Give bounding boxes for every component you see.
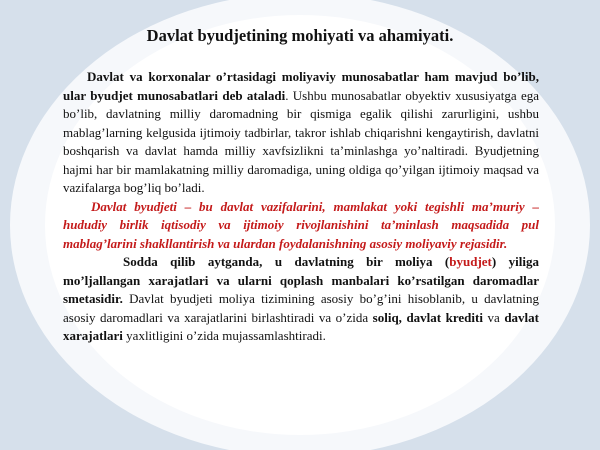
- paragraph-2-definition: [63, 198, 539, 254]
- p2-last-line: asosiy moliyaviy rejasidir.: [369, 235, 508, 251]
- p3-text-c: yaxlitligini o’zida mujassamlashtiradi.: [122, 328, 326, 343]
- p3-bold-a: Sodda qilib aytganda, u davlatning bir moliya (: [123, 254, 450, 269]
- p3-text-b: va: [482, 309, 505, 325]
- p3-bold-c: soliq, davlat krediti: [372, 309, 483, 325]
- p2-text: Davlat byudjeti – bu davlat vazifalarini, mamlakat yoki tegishli ma’muriy – hududiy birlik iqtisodiy va ijtimoiy rivojlanishini ta’minlash maqsadida pul mablag’larini shakllantirish va ulardan foydalanishning: [63, 198, 539, 251]
- p3-red-word: byudjet: [449, 254, 492, 269]
- slide-body: [63, 68, 539, 346]
- p3-bold-b: ) yiligа mo’ljallangan xarajatlari va ularni qoplash manbalari ko’rsatilgan daromadlar smetasidir.: [63, 254, 539, 306]
- slide-title: Davlat byudjetining mohiyati va ahamiyati.: [146, 26, 454, 45]
- paragraph-1: [63, 68, 539, 198]
- p1-lead-end: .: [285, 87, 289, 103]
- p1-lead-bold-2: bo’lib, ular byudjet munosabatlari deb ataladi: [63, 69, 540, 103]
- p1-text: Ushbu munosabatlar obyektiv xususiyatga ega bo’lib, davlatning milliy daromadning bir qismiga egalik qilishi zarurligini, ushbu mablag’larning kelgusida ijtimoiy tadbirlar, takror ishlab chiqarishni kengaytirish, davlatni boshqarish va davlat hamda milliy xavfsizlikni ta’minlashga yo’naltiradi. Byudjetning hajmi har bir mamlakatning milliy daromadiga, uning oldiga qo’yilgan ijtimoiy maqsad va vazifalarga bog’liq bo’ladi.: [63, 87, 539, 195]
- p1-lead-bold-1: Davlat va korxonalar o’rtasidagi moliyaviy munosabatlar ham mavjud: [87, 69, 498, 84]
- paragraph-3: [63, 253, 539, 346]
- p3-text-a: Davlat byudjeti moliya tizimining asosiy bo’g’ini hisoblanib, u davlatning asosiy daromadlari va xarajatlarini birlashtiradi va o’zida: [63, 291, 539, 325]
- p3-bold-d: davlat xarajatlari: [63, 309, 539, 343]
